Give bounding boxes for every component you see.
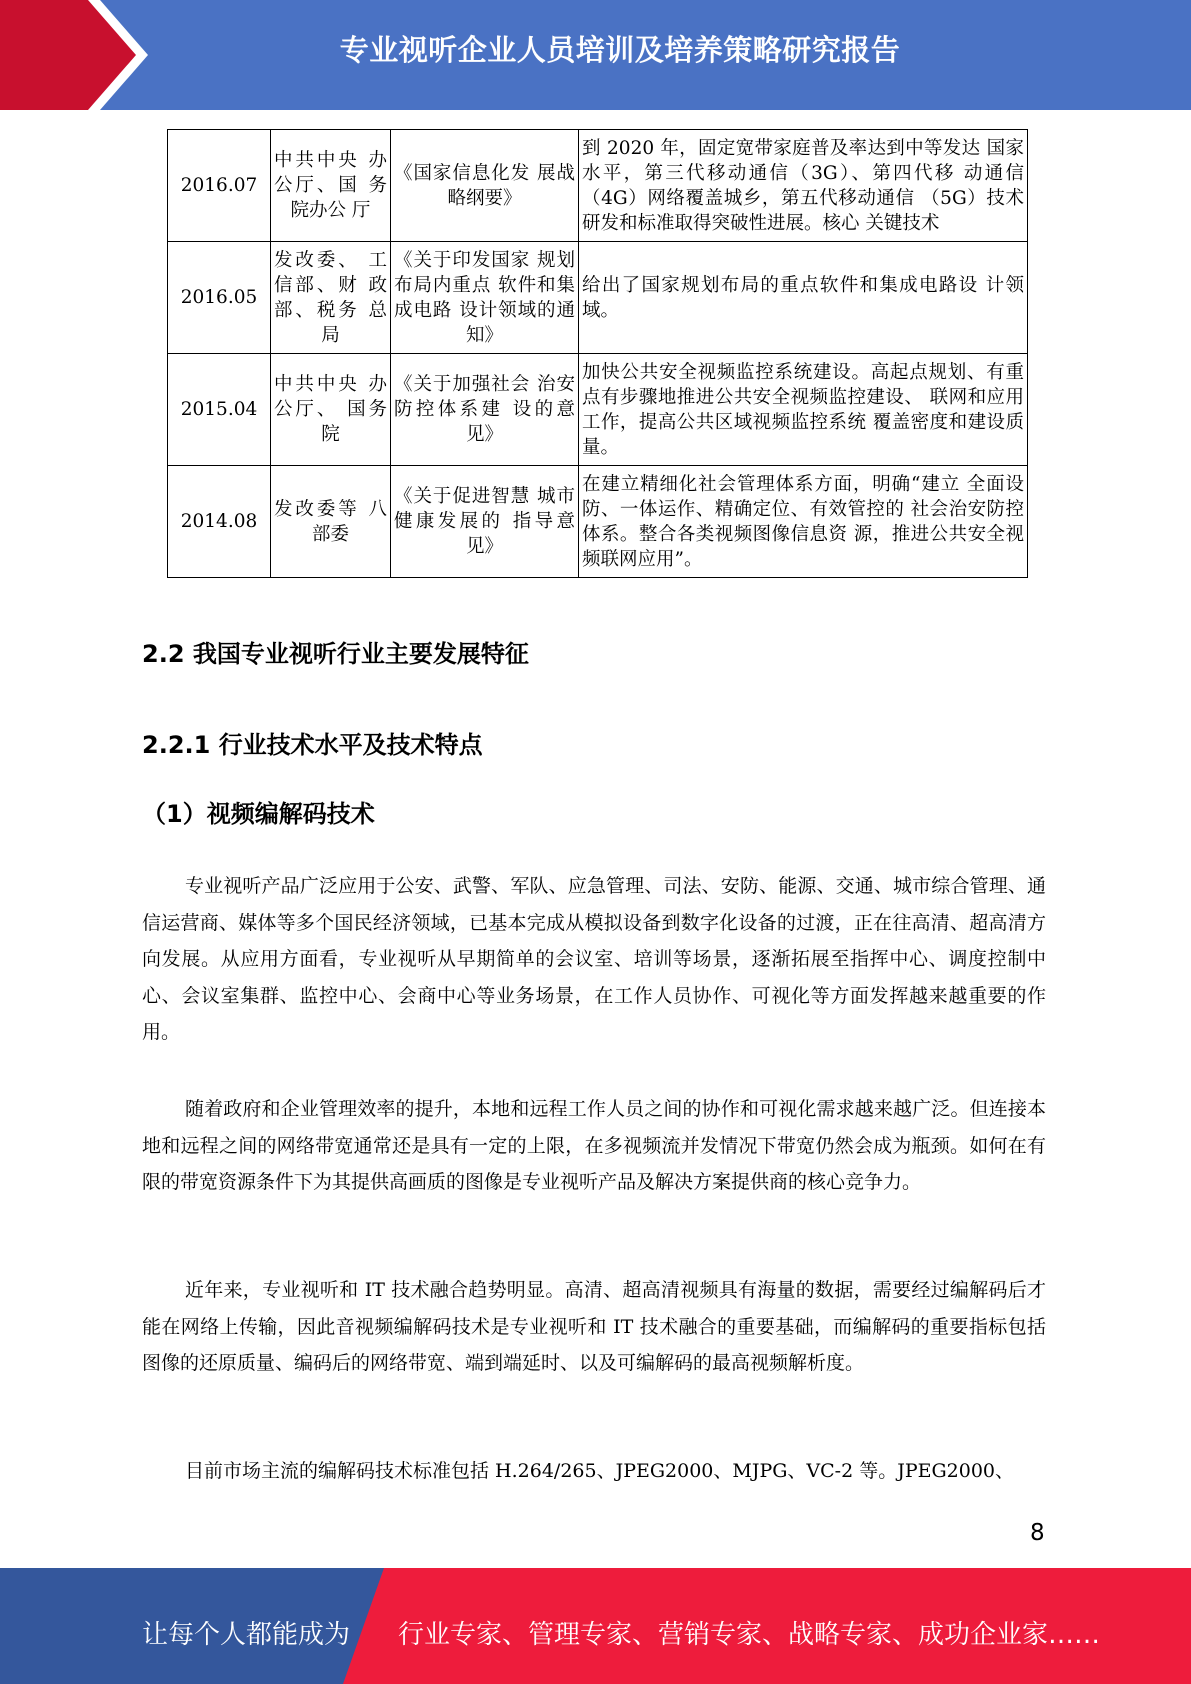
table-cell-date: 2016.07 — [168, 130, 271, 242]
body-paragraph: 目前市场主流的编解码技术标准包括 H.264/265、JPEG2000、MJPG、VC-2 等。JPEG2000、 — [185, 1460, 1015, 1482]
body-paragraph: 近年来，专业视听和 IT 技术融合趋势明显。高清、超高清视频具有海量的数据，需要经过编解码后才能在网络上传输，因此音视频编解码技术是专业视听和 IT 技术融合的重要基础，而编解码的重要指标包括图像的还原质量、编码后的网络带宽、端到端延时、以及可编解码的最高视频解析度。 — [142, 1279, 1046, 1374]
table-cell-desc: 在建立精细化社会管理体系方面，明确“建立 全面设防、一体运作、精确定位、有效管控的 社会治安防控体系。整合各类视频图像信息资 源，推进公共安全视频联网应用”。 — [579, 466, 1028, 578]
topic-heading: （1）视频编解码技术 — [142, 800, 375, 828]
report-title: 专业视听企业人员培训及培养策略研究报告 — [339, 33, 901, 67]
table-row — [168, 466, 1028, 578]
table-cell-org: 中共中央 办公厅、 国务院 — [271, 354, 391, 466]
table-cell-date: 2014.08 — [168, 466, 271, 578]
section-heading: 2.2 我国专业视听行业主要发展特征 — [142, 640, 529, 668]
table-cell-doc: 《国家信息化发 展战略纲要》 — [391, 130, 579, 242]
table-cell-date: 2016.05 — [168, 242, 271, 354]
table-cell-doc: 《关于加强社会 治安防控体系建 设的意见》 — [391, 354, 579, 466]
table-cell-doc: 《关于印发国家 规划布局内重点 软件和集成电路 设计领域的通知》 — [391, 242, 579, 354]
table-cell-desc: 给出了国家规划布局的重点软件和集成电路设 计领域。 — [579, 242, 1028, 354]
body-paragraph: 专业视听产品广泛应用于公安、武警、军队、应急管理、司法、安防、能源、交通、城市综合管理、通信运营商、媒体等多个国民经济领域，已基本完成从模拟设备到数字化设备的过渡，正在往高清、超高清方向发展。从应用方面看，专业视听从早期简单的会议室、培训等场景，逐渐拓展至指挥中心、调度控制中心、会议室集群、监控中心、会商中心等业务场景，在工作人员协作、可视化等方面发挥越来越重要的作用。 — [142, 875, 1046, 1043]
table-cell-desc: 加快公共安全视频监控系统建设。高起点规划、有重点有步骤地推进公共安全视频监控建设、 联网和应用工作，提高公共区域视频监控系统 覆盖密度和建设质量。 — [579, 354, 1028, 466]
table-cell-org: 发改委等 八部委 — [271, 466, 391, 578]
page-header — [0, 0, 1191, 110]
table-row — [168, 354, 1028, 466]
table-cell-doc: 《关于促进智慧 城市健康发展的 指导意见》 — [391, 466, 579, 578]
table-row — [168, 242, 1028, 354]
subsection-heading: 2.2.1 行业技术水平及技术特点 — [142, 731, 483, 759]
table-row — [168, 130, 1028, 242]
body-paragraph: 随着政府和企业管理效率的提升，本地和远程工作人员之间的协作和可视化需求越来越广泛。但连接本地和远程之间的网络带宽通常还是具有一定的上限，在多视频流并发情况下带宽仍然会成为瓶颈。如何在有限的带宽资源条件下为其提供高画质的图像是专业视听产品及解决方案提供商的核心竞争力。 — [142, 1098, 1046, 1193]
footer-slogan-right: 行业专家、管理专家、营销专家、战略专家、成功企业家…… — [398, 1620, 1101, 1650]
table-cell-date: 2015.04 — [168, 354, 271, 466]
table-cell-org: 发改委、 工信部、财 政部、税务 总局 — [271, 242, 391, 354]
page-number: 8 — [1030, 1520, 1045, 1546]
table-cell-org: 中共中央 办公厅、国 务院办公 厅 — [271, 130, 391, 242]
policy-table — [167, 129, 1028, 578]
footer-slogan-left: 让每个人都能成为 — [142, 1620, 351, 1650]
page-footer — [0, 1568, 1191, 1684]
table-cell-desc: 到 2020 年，固定宽带家庭普及率达到中等发达 国家水平，第三代移动通信（3G）、第四代移 动通信（4G）网络覆盖城乡，第五代移动通信 （5G）技术研发和标准取得突破性进展。核心 关键技术 — [579, 130, 1028, 242]
header-red-chevron — [0, 0, 150, 110]
